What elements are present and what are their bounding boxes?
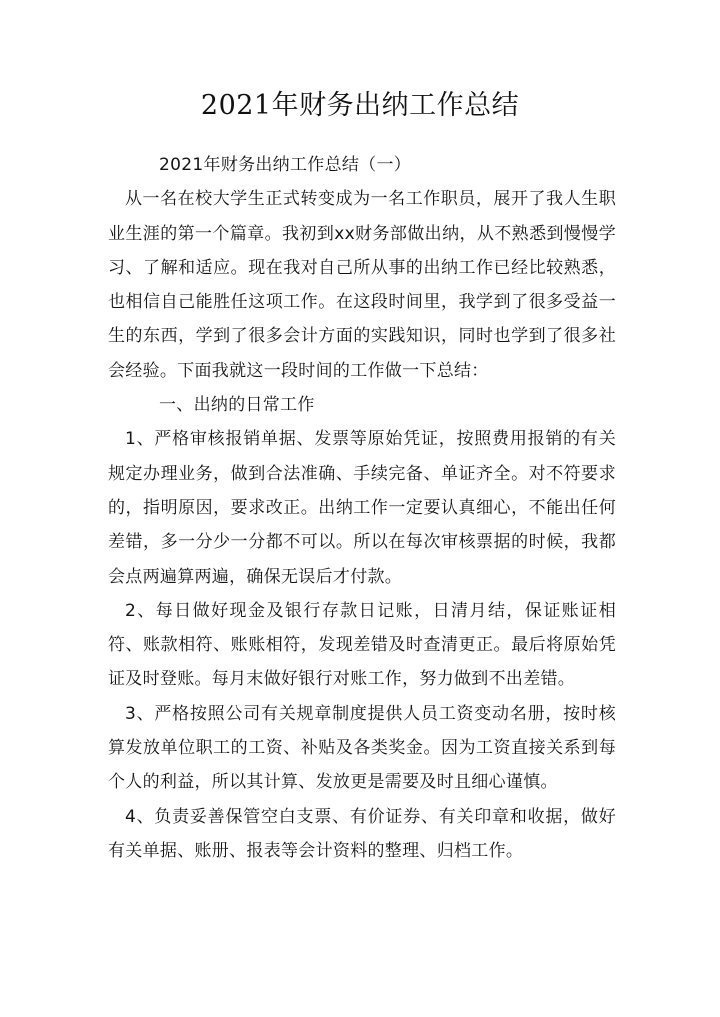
- list-item: 2、每日做好现金及银行存款日记账，日清月结，保证账证相符、账款相符、账账相符，发现差错及时查清更正。最后将原始凭证及时登账。每月末做好银行对账工作，努力做到不出差错。: [108, 600, 616, 690]
- list-item: 4、负责妥善保管空白支票、有价证券、有关印章和收据，做好有关单据、账册、报表等会计资料的整理、归档工作。: [108, 806, 616, 861]
- list-item: 3、严格按照公司有关规章制度提供人员工资变动名册，按时核算发放单位职工的工资、补贴及各类奖金。因为工资直接关系到每个人的利益，所以其计算、发放更是需要及时且细心谨慎。: [108, 703, 616, 793]
- section-heading: 一、出纳的日常工作: [159, 395, 315, 416]
- document-title: 2021年财务出纳工作总结: [200, 90, 520, 121]
- document-body: [108, 148, 616, 868]
- list-item: 1、严格审核报销单据、发票等原始凭证，按照费用报销的有关规定办理业务，做到合法准确、手续完备、单证齐全。对不符要求的，指明原因，要求改正。出纳工作一定要认真细心，不能出任何差错，多一分少一分都不可以。所以在每次审核票据的时候，我都会点两遍算两遍，确保无误后才付款。: [108, 429, 616, 587]
- intro-paragraph: 从一名在校大学生正式转变成为一名工作职员，展开了我人生职业生涯的第一个篇章。我初到xx财务部做出纳，从不熟悉到慢慢学习、了解和适应。现在我对自己所从事的出纳工作已经比较熟悉，也相信自己能胜任这项工作。在这段时间里，我学到了很多受益一生的东西，学到了很多会计方面的实践知识，同时也学到了很多社会经验。下面我就这一段时间的工作做一下总结：: [108, 189, 616, 381]
- document-subtitle: 2021年财务出纳工作总结（一）: [159, 155, 412, 175]
